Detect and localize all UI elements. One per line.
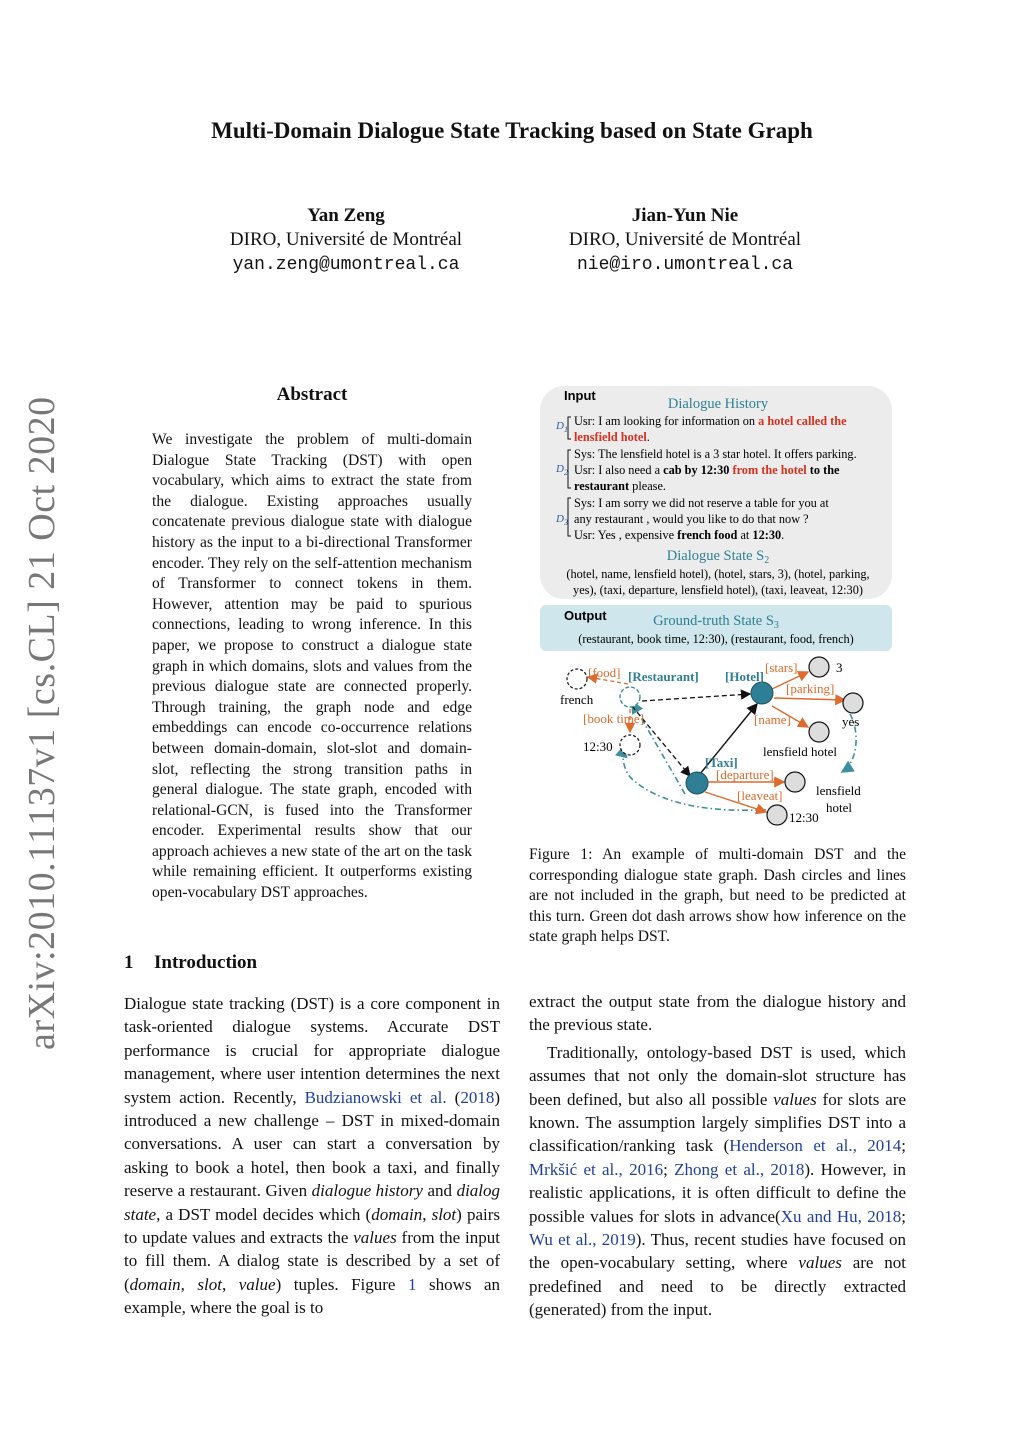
section-number: 1 [124,952,134,973]
text-run: , [221,1274,239,1294]
value-node [567,669,587,689]
dialogue-turn-label: $D_2$ [556,463,568,477]
history-line: Usr: I also need a cab by 12:30 from the hotel to the [574,463,840,477]
value-node [809,657,829,677]
history-line: Usr: I am looking for information on a hotel called the [574,414,847,428]
domain-label: [Restaurant] [628,669,699,684]
author-affiliation: DIRO, Université de Montréal [229,229,463,250]
citation-link[interactable]: Budzianowski et al. [304,1087,447,1107]
text-run: ; [901,1206,906,1226]
italic-term: values [773,1089,817,1109]
text-run: for slots are known. The assumption largely simplifies DST into a classification/ranking task ( [529,1089,906,1156]
author-email: yan.zeng@umontreal.ca [232,255,460,275]
intro-right-column [529,990,906,1322]
italic-term: dialogue history [311,1181,423,1201]
italic-term: domain [371,1204,423,1224]
text-run: are not predefined and need to be directly extracted (generated) from the input. [529,1253,906,1320]
state-title: Dialogue State $S_2$ [666,548,770,566]
ground-truth-line: (restaurant, book time, 12:30), (restaurant, food, french) [578,632,854,646]
state-line: yes), (taxi, departure, lensfield hotel), (taxi, leaveat, 12:30) [573,583,863,597]
domain-edge [642,694,750,701]
text-run: , [180,1274,198,1294]
italic-term: slot [431,1204,457,1224]
domain-node-hotel [751,682,773,704]
text-run: ). Thus, recent studies have focused on the open-vocabulary setting, where [529,1230,906,1273]
section-title: Introduction [154,952,258,973]
history-line: Usr: Yes , expensive french food at 12:30. [574,528,785,542]
intro-left-column [124,992,500,1320]
slot-label: [leaveat] [737,788,783,803]
value-node [785,772,805,792]
italic-term: domain [129,1274,181,1294]
text-run: ) pairs to update values and extracts the [124,1204,500,1248]
text-run: and [422,1181,457,1201]
slot-label: [stars] [765,660,798,675]
text-run: , [422,1204,432,1224]
history-title: Dialogue History [667,396,769,412]
figure-1 [540,384,900,834]
value-label: 3 [836,660,843,675]
author-name: Jian-Yun Nie [631,205,739,226]
input-label: Input [564,388,596,403]
history-line: Sys: I am sorry we did not reserve a table for you at [574,496,829,510]
citation-link[interactable]: Mrkšić et al., 2016 [529,1159,664,1179]
value-label: french [560,692,594,707]
text-run: ). However, in realistic applications, it is often difficult to define the possible values for slots in advance( [529,1159,906,1226]
text-run: Dialogue state tracking (DST) is a core component in task-oriented dialogue systems. Accurate DST performance is crucial for appropriate dialogue management, where user intention determines the next system action. Recently, [124,994,500,1107]
text-run: ) introduced a new challenge – DST in mixed-domain conversations. A user can start a conversation by asking to book a hotel, then book a taxi, and finally reserve a restaurant. Given [124,1087,500,1201]
text-run: shows an example, where the goal is to [124,1274,500,1318]
citation-link[interactable]: Xu and Hu, 2018 [780,1206,902,1226]
author-email: nie@iro.umontreal.ca [576,255,794,275]
author-2 [535,204,835,278]
text-run: ; [663,1159,675,1179]
state-line: (hotel, name, lensfield hotel), (hotel, stars, 3), (hotel, parking, [566,567,870,581]
text-run: ; [901,1136,906,1156]
italic-term: value [238,1274,276,1294]
output-label: Output [564,608,607,623]
italic-term: values [353,1228,397,1248]
history-line: restaurant please. [574,479,666,493]
domain-node-taxi [686,772,708,794]
text-run: Traditionally, ontology-based DST is used, which assumes that not only the domain-slot structure has been defined, but also all possible [529,1042,906,1109]
abstract-body: We investigate the problem of multi-domain Dialogue State Tracking (DST) with open vocabulary, which aims to extract the state from the dialogue. Existing approaches usually concatenate previous dialogue state with dialogue history as the input to a bi-directional Transformer encoder. They rely on the self-attention mechanism of Transformer to connect tokens in them. However, attention may be paid to spurious connections, leading to wrong inference. In this paper, we propose to construct a dialogue state graph in which domains, slots and values from the previous dialogue state are connected properly. Through training, the graph node and edge embeddings can encode co-occurrence relations between domain-domain, slot-slot and domain-slot, reflecting the strong transition paths in general dialogue. The state graph, encoded with relational-GCN, is fused into the Transformer encoder. Experimental results show that our approach achieves a new state of the art on the task while remaining efficient. It outperforms existing open-vocabulary DST approaches. [152,431,472,902]
abstract-heading: Abstract [276,384,348,405]
paragraph [529,1041,906,1322]
author-name: Yan Zeng [307,205,385,226]
value-label: 12:30 [583,739,613,754]
figure-caption: Figure 1: An example of multi-domain DST and the corresponding dialogue state graph. Dash circles and lines are not included in the graph, but need to be predicted at this turn. Green dot dash arrows show how inference on the state graph helps DST. [529,846,906,946]
figure-svg [540,384,900,834]
value-label: hotel [826,800,852,815]
author-1 [196,204,496,278]
slot-label: [book time] [583,711,645,726]
dialogue-turn-label: $D_3$ [556,513,568,527]
italic-term: slot [197,1274,222,1294]
citation-link[interactable]: Henderson et al., 2014 [729,1136,902,1156]
paper-title: Multi-Domain Dialogue State Tracking based on State Graph [211,118,813,143]
citation-link[interactable]: Zhong et al., 2018 [674,1159,805,1179]
slot-label: [parking] [786,681,835,696]
value-label: lensfield [816,783,861,798]
value-label: yes [842,714,860,729]
citation-link[interactable]: Wu et al., 2019 [529,1230,636,1250]
history-line: Sys: The lensfield hotel is a 3 star hotel. It offers parking. [574,447,857,461]
domain-node-restaurant [620,687,640,707]
slot-label: [departure] [716,767,774,782]
domain-label: [Taxi] [705,755,738,770]
value-label: lensfield hotel [763,744,838,759]
history-line: any restaurant , would you like to do that now ? [574,512,809,526]
figure-ref-link[interactable]: 1 [407,1274,417,1294]
slot-label: [food] [588,665,621,680]
text-run: from the input to fill them. A dialog state is described by a set of ( [124,1228,500,1294]
value-label: 12:30 [789,810,819,825]
ground-truth-title: Ground-truth State $S_3$ [653,613,779,631]
domain-label: [Hotel] [725,669,764,684]
italic-term: dialog state [124,1181,501,1224]
citation-link[interactable]: 2018 [460,1087,495,1107]
author-affiliation: DIRO, Université de Montréal [568,229,802,250]
value-node [767,805,787,825]
slot-label: [name] [754,712,791,727]
value-node [843,693,863,713]
slot-edge [774,698,845,700]
section-heading [124,952,257,974]
paragraph: extract the output state from the dialogue history and the previous state. [529,992,906,1035]
text-run: , a DST model decides which ( [156,1204,372,1224]
dialogue-turn-label: $D_1$ [556,420,568,434]
value-node [620,735,640,755]
text-run: ) tuples. Figure [275,1274,408,1294]
value-node [809,722,829,742]
history-line: lensfield hotel. [574,430,650,444]
text-run: ( [446,1087,461,1107]
arxiv-stamp: arXiv:2010.11137v1 [cs.CL] 21 Oct 2020 [21,396,63,1050]
italic-term: values [798,1253,842,1273]
